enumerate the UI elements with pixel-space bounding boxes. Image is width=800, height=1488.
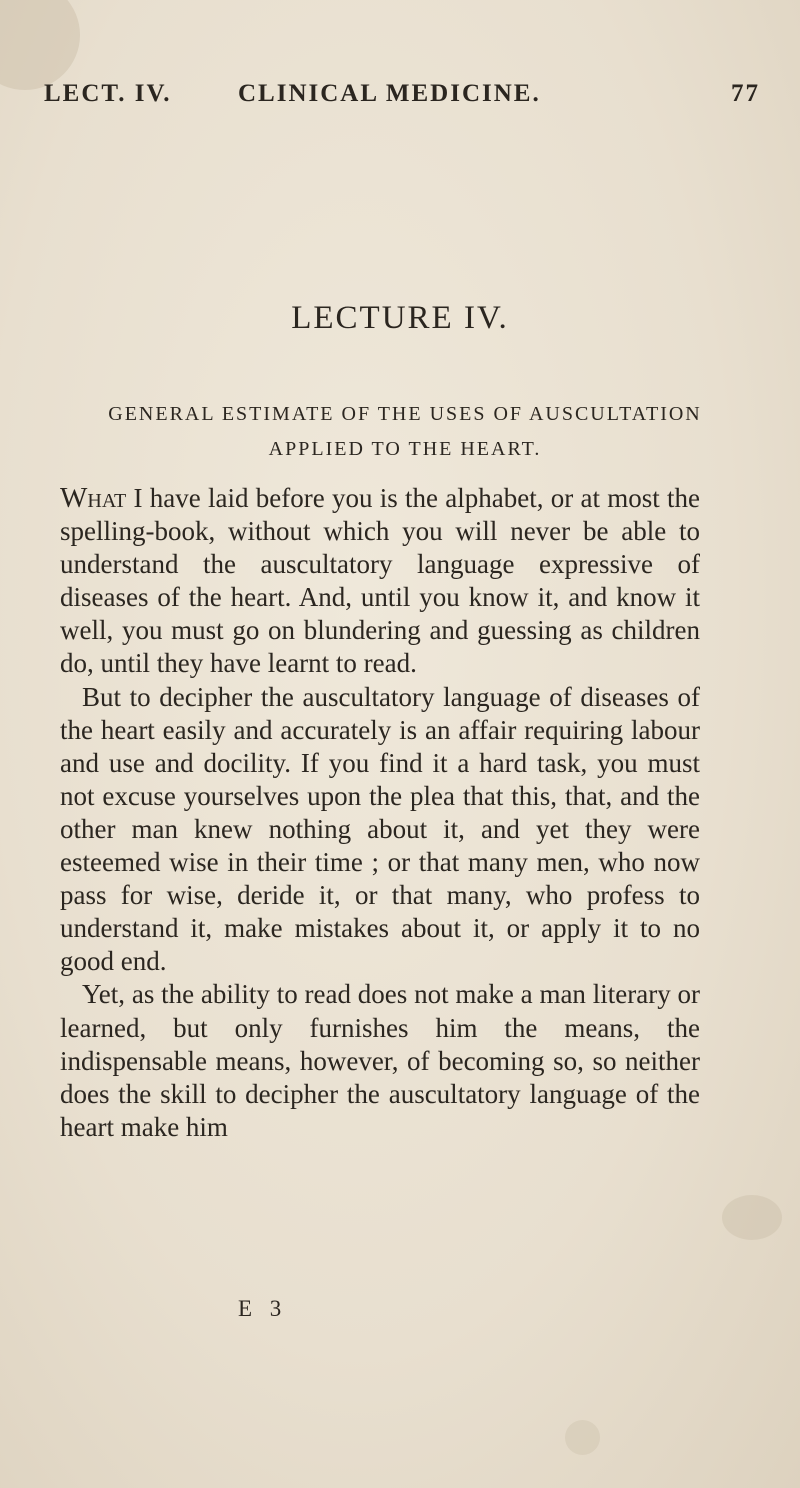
paragraph: Yet, as the ability to read does not make a man literary or learned, but only furnishes him the means, the indispensable means, however, of becoming so, so neither does the skill to decipher the auscultatory language of the heart make him	[60, 979, 700, 1142]
page-number: 77	[731, 80, 760, 107]
running-head-lecture: LECT. IV.	[44, 80, 172, 107]
paper-stain	[565, 1420, 600, 1455]
running-head	[40, 80, 760, 116]
paragraph-lead-word: What	[60, 482, 127, 514]
paragraph-text: I have laid before you is the alphabet, or at most the spelling-book, without which you will never be able to understand the auscultatory language expressive of diseases of the heart. And, until you know it, and know it well, you must go on blundering and guessing as children do, until they have learnt to read.	[60, 483, 700, 679]
paper-stain	[0, 0, 80, 90]
paper-stain	[722, 1195, 782, 1240]
paragraph: But to decipher the auscultatory language of diseases of the heart easily and accurately is an affair requiring labour and use and docility. If you find it a hard task, you must not excuse yourselves upon the plea that this, that, and the other man knew nothing about it, and yet they were esteemed wise in their time ; or that many men, who now pass for wise, deride it, or that many, who profess to understand it, make mistakes about it, or apply it to no good end.	[60, 681, 700, 977]
paragraph	[60, 482, 700, 681]
lecture-subtitle-line1: GENERAL ESTIMATE OF THE USES OF AUSCULTATION	[108, 403, 702, 425]
running-head-title: CLINICAL MEDICINE.	[238, 80, 541, 107]
signature-mark: E 3	[238, 1296, 288, 1321]
lecture-title: LECTURE IV.	[291, 300, 509, 336]
lecture-subtitle-line2: APPLIED TO THE HEART.	[268, 438, 542, 460]
body-text	[60, 482, 700, 1144]
